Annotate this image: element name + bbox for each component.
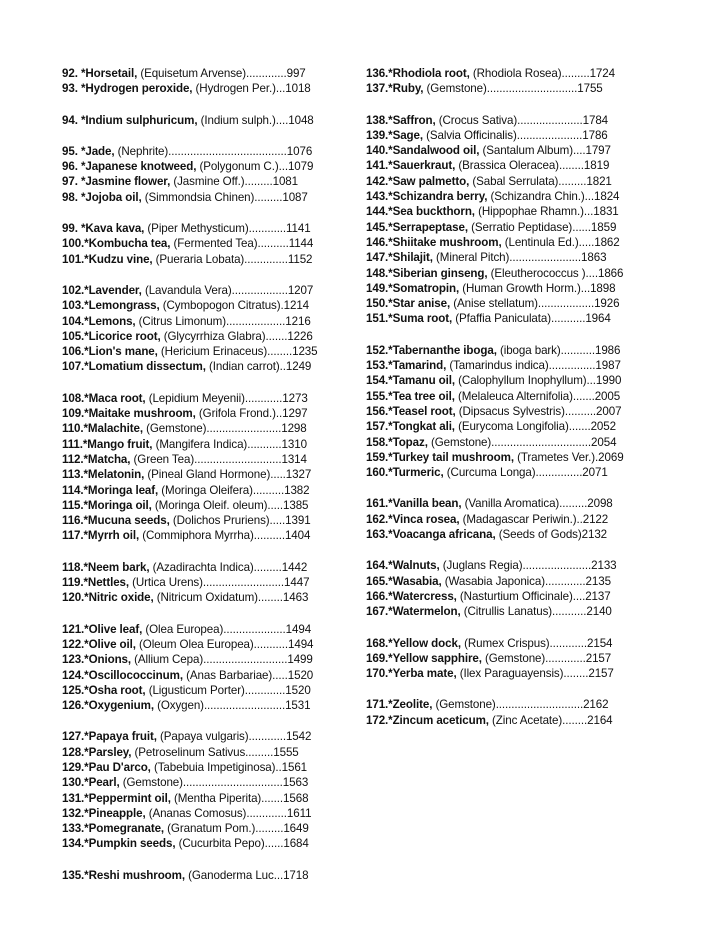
entry-name: 102.*Lavender, (62, 283, 145, 297)
entry-description: (Crocus Sativa).....................1784 (438, 113, 609, 127)
entry-name: 127.*Papaya fruit, (62, 730, 160, 744)
entry-description: (Gemstone)........................1298 (146, 422, 307, 436)
list-item (366, 250, 666, 265)
entry-description: (Nasturtium Officinale)....2137 (459, 589, 611, 603)
entry-name: 150.*Star anise, (366, 297, 454, 311)
list-item (62, 359, 362, 374)
list-item (62, 81, 362, 96)
list-item (62, 637, 362, 652)
list-item (62, 622, 362, 637)
entry-name: 109.*Maitake mushroom, (62, 407, 199, 421)
list-item (62, 760, 362, 775)
list-item (62, 66, 362, 81)
entry-name: 95. *Jade, (62, 144, 118, 158)
entry-name: 116.*Mucuna seeds, (62, 514, 173, 528)
list-item (366, 296, 666, 311)
entry-description: (Salvia Officinalis).....................1786 (426, 128, 608, 142)
entry-name: 131.*Peppermint oil, (62, 791, 174, 805)
entry-name: 138.*Saffron, (366, 113, 439, 127)
entry-description: (Indium sulph.)....1048 (200, 113, 314, 127)
list-item (62, 391, 362, 406)
entry-description: (Human Growth Horm.)...1898 (462, 281, 616, 295)
entry-name: 163.*Voacanga africana, (366, 528, 499, 542)
entry-description: (Oxygen)..........................1531 (157, 699, 311, 713)
entry-name: 117.*Myrrh oil, (62, 529, 143, 543)
list-item (62, 314, 362, 329)
entry-name: 106.*Lion's mane, (62, 345, 161, 359)
list-item (62, 483, 362, 498)
entry-name: 152.*Tabernanthe iboga, (366, 343, 500, 357)
entry-description: (Ananas Comosus).............1611 (148, 806, 312, 820)
entry-description: (Equisetum Arvense).............997 (140, 67, 306, 80)
entry-description: (Dipsacus Sylvestris)..........2007 (458, 404, 622, 418)
entry-description: (Green Tea)............................1314 (133, 452, 307, 466)
entry-description: (Rhodiola Rosea).........1724 (472, 67, 615, 80)
entry-name: 110.*Malachite, (62, 422, 147, 436)
entry-name: 167.*Watermelon, (366, 605, 464, 619)
entry-group (366, 697, 666, 728)
entry-name: 144.*Sea buckthorn, (366, 205, 479, 219)
entry-description: (Wasabia Japonica).............2135 (444, 574, 611, 588)
entry-group (62, 144, 362, 205)
entry-description: (Serratio Peptidase)......1859 (471, 220, 617, 234)
entry-description: (Dolichos Pruriens).....1391 (172, 514, 311, 528)
list-item (366, 113, 666, 128)
list-item (366, 235, 666, 250)
list-item (62, 437, 362, 452)
entry-name: 125.*Osha root, (62, 683, 149, 697)
entry-name: 107.*Lomatium dissectum, (62, 360, 209, 374)
list-item (62, 528, 362, 543)
entry-name: 120.*Nitric oxide, (62, 591, 157, 605)
entry-description: (Anise stellatum)..................1926 (453, 297, 620, 311)
entry-name: 113.*Melatonin, (62, 468, 148, 482)
list-item (62, 421, 362, 436)
entry-description: (Hippophae Rhamn.)...1831 (478, 205, 619, 219)
left-column (62, 66, 362, 899)
list-item (366, 266, 666, 281)
entry-name: 99. *Kava kava, (62, 222, 148, 236)
list-item (366, 158, 666, 173)
entry-name: 134.*Pumpkin seeds, (62, 837, 179, 851)
entry-name: 161.*Vanilla bean, (366, 497, 465, 511)
entry-description: (Rumex Crispus)............2154 (464, 636, 613, 650)
entry-name: 165.*Wasabia, (366, 574, 445, 588)
entry-name: 121.*Olive leaf, (62, 622, 146, 636)
entry-description: (Eurycoma Longifolia).......2052 (458, 420, 616, 434)
entry-description: (Ligusticum Porter).............1520 (148, 683, 311, 697)
entry-name: 166.*Watercress, (366, 589, 460, 603)
list-item (62, 683, 362, 698)
entry-name: 115.*Moringa oil, (62, 498, 155, 512)
list-item (62, 144, 362, 159)
entry-name: 168.*Yellow dock, (366, 636, 465, 650)
entry-description: (Citrus Limonum)...................1216 (138, 314, 311, 328)
list-item (366, 527, 666, 542)
list-item (366, 496, 666, 511)
list-item (366, 465, 666, 480)
entry-name: 101.*Kudzu vine, (62, 252, 156, 266)
entry-name: 133.*Pomegranate, (62, 822, 168, 836)
list-item (366, 311, 666, 326)
list-item (366, 81, 666, 96)
entry-name: 135.*Reshi mushroom, (62, 868, 189, 882)
entry-name: 136.*Rhodiola root, (366, 67, 473, 80)
list-item (62, 467, 362, 482)
list-item (366, 66, 666, 81)
entry-description: (Calophyllum Inophyllum)...1990 (458, 374, 622, 388)
entry-description: (Gemstone)................................1563 (122, 776, 309, 790)
list-item (366, 204, 666, 219)
entry-name: 123.*Onions, (62, 653, 135, 667)
entry-description: (Simmondsia Chinen).........1087 (144, 190, 308, 204)
entry-group (366, 558, 666, 619)
entry-name: 126.*Oxygenium, (62, 699, 158, 713)
entry-name: 94. *Indium sulphuricum, (62, 113, 201, 127)
entry-description: (Nitricum Oxidatum)........1463 (156, 591, 309, 605)
entry-name: 122.*Olive oil, (62, 637, 140, 651)
list-item (62, 590, 362, 605)
entry-description: (Nephrite)......................................1076 (117, 144, 313, 158)
entry-description: (Moringa Oleif. oleum).....1385 (154, 498, 309, 512)
entry-name: 119.*Nettles, (62, 576, 133, 590)
entry-name: 108.*Maca root, (62, 391, 149, 405)
entry-description: (Petroselinum Sativus.........1555 (134, 745, 299, 759)
entry-name: 158.*Topaz, (366, 435, 431, 449)
entry-description: (Trametes Ver.).2069 (517, 450, 624, 464)
entry-description: (Pueraria Lobata)..............1152 (155, 252, 313, 266)
list-item (366, 373, 666, 388)
entry-description: (Santalum Album)....1797 (482, 144, 611, 158)
entry-group (366, 343, 666, 481)
right-column (366, 66, 666, 744)
entry-description: (Madagascar Periwin.)..2122 (462, 512, 609, 526)
entry-name: 159.*Turkey tail mushroom, (366, 450, 518, 464)
list-item (62, 729, 362, 744)
entry-description: (Zinc Acetate)........2164 (492, 713, 613, 727)
entry-description: (Lavandula Vera)..................1207 (144, 283, 314, 297)
list-item (62, 190, 362, 205)
entry-description: (Juglans Regia)......................2133 (442, 559, 617, 573)
entry-description: (Seeds of Gods)2132 (498, 528, 608, 542)
list-item (366, 604, 666, 619)
entry-description: (Gemstone).............2157 (484, 651, 612, 665)
list-item (366, 666, 666, 681)
entry-name: 112.*Matcha, (62, 452, 134, 466)
entry-description: (Schizandra Chin.)...1824 (490, 190, 620, 204)
entry-name: 100.*Kombucha tea, (62, 237, 174, 251)
entry-description: (Olea Europea)....................1494 (145, 622, 312, 636)
list-item (366, 281, 666, 296)
entry-group (366, 636, 666, 682)
list-item (366, 512, 666, 527)
list-item (366, 404, 666, 419)
list-item (366, 450, 666, 465)
entry-description: (Gemstone)................................2054 (430, 435, 617, 449)
entry-group (62, 622, 362, 714)
entry-description: (Moringa Oleifera)..........1382 (161, 483, 310, 497)
entry-description: (Pineal Gland Hormone).....1327 (147, 468, 312, 482)
list-item (62, 775, 362, 790)
entry-group (366, 113, 666, 327)
list-item (366, 574, 666, 589)
entry-description: (Brassica Oleracea)........1819 (458, 159, 610, 173)
list-item (366, 189, 666, 204)
entry-name: 137.*Ruby, (366, 82, 427, 96)
entry-description: (Azadirachta Indica).........1442 (152, 560, 308, 574)
entry-description: (Curcuma Longa)...............2071 (446, 466, 608, 480)
entry-description: (Lentinula Ed.).....1862 (504, 235, 620, 249)
list-item (62, 745, 362, 760)
entry-name: 139.*Sage, (366, 128, 427, 142)
list-item (366, 435, 666, 450)
entry-description: (Gemstone).............................1755 (426, 82, 603, 96)
entry-name: 169.*Yellow sapphire, (366, 651, 485, 665)
entry-name: 151.*Suma root, (366, 312, 456, 326)
entry-description: (Piper Methysticum)............1141 (147, 222, 311, 236)
entry-group (366, 66, 666, 97)
list-item (62, 236, 362, 251)
list-item (62, 836, 362, 851)
entry-name: 157.*Tongkat ali, (366, 420, 459, 434)
list-item (62, 406, 362, 421)
entry-description: (Urtica Urens)..........................1447 (132, 576, 310, 590)
entry-group (62, 283, 362, 375)
list-item (62, 652, 362, 667)
entry-description: (Mentha Piperita).......1568 (173, 791, 309, 805)
entry-name: 105.*Licorice root, (62, 329, 164, 343)
list-item (62, 513, 362, 528)
entry-name: 111.*Mango fruit, (62, 437, 156, 451)
list-item (62, 698, 362, 713)
entry-group (62, 560, 362, 606)
entry-description: (Pfaffia Paniculata)...........1964 (455, 312, 611, 326)
list-item (366, 419, 666, 434)
list-item (62, 298, 362, 313)
entry-name: 104.*Lemons, (62, 314, 139, 328)
entry-description: (Hericium Erinaceus)........1235 (160, 345, 318, 359)
entry-name: 142.*Saw palmetto, (366, 174, 473, 188)
entry-description: (Gemstone)............................2162 (435, 698, 609, 712)
entry-description: (iboga bark)...........1986 (499, 343, 621, 357)
list-item (366, 697, 666, 712)
entry-name: 93. *Hydrogen peroxide, (62, 82, 196, 96)
list-item (62, 329, 362, 344)
entry-description: (Mangifera Indica)...........1310 (155, 437, 307, 451)
entry-description: (Citrullis Lanatus)...........2140 (463, 605, 612, 619)
list-item (62, 868, 362, 883)
entry-name: 145.*Serrapeptase, (366, 220, 472, 234)
entry-name: 97. *Jasmine flower, (62, 175, 174, 189)
list-item (62, 575, 362, 590)
entry-name: 143.*Schizandra berry, (366, 190, 491, 204)
list-item (62, 498, 362, 513)
entry-description: (Lepidium Meyenii)............1273 (148, 391, 308, 405)
list-item (62, 806, 362, 821)
entry-name: 155.*Tea tree oil, (366, 389, 458, 403)
list-item (366, 558, 666, 573)
entry-name: 92. *Horsetail, (62, 67, 141, 80)
list-item (366, 636, 666, 651)
list-item (62, 221, 362, 236)
entry-name: 140.*Sandalwood oil, (366, 144, 483, 158)
list-item (366, 389, 666, 404)
list-item (366, 128, 666, 143)
entry-description: (Cucurbita Pepo)......1684 (178, 837, 309, 851)
list-item (62, 821, 362, 836)
list-item (366, 220, 666, 235)
entry-description: (Commiphora Myrrha)..........1404 (142, 529, 311, 543)
entry-group (62, 868, 362, 883)
entry-group (366, 496, 666, 542)
entry-description: (Ilex Paraguayensis)........2157 (459, 667, 614, 681)
list-item (62, 560, 362, 575)
entry-description: (Vanilla Aromatica).........2098 (464, 497, 613, 511)
entry-description: (Glycyrrhiza Glabra).......1226 (163, 329, 313, 343)
entry-description: (Mineral Pitch).......................1863 (436, 251, 607, 265)
entry-name: 129.*Pau D'arco, (62, 760, 154, 774)
list-item (62, 791, 362, 806)
entry-description: (Cymbopogon Citratus).1214 (162, 299, 310, 313)
entry-name: 118.*Neem bark, (62, 560, 153, 574)
entry-description: (Tamarindus indica)...............1987 (449, 359, 621, 373)
entry-description: (Sabal Serrulata).........1821 (472, 174, 612, 188)
list-item (62, 159, 362, 174)
list-item (366, 651, 666, 666)
entry-name: 130.*Pearl, (62, 776, 123, 790)
list-item (62, 344, 362, 359)
entry-name: 170.*Yerba mate, (366, 667, 460, 681)
entry-name: 148.*Siberian ginseng, (366, 266, 491, 280)
entry-description: (Grifola Frond.)..1297 (198, 407, 308, 421)
entry-group (62, 113, 362, 128)
entry-group (62, 221, 362, 267)
entry-name: 154.*Tamanu oil, (366, 374, 459, 388)
list-item (62, 668, 362, 683)
list-item (366, 343, 666, 358)
entry-description: (Fermented Tea)..........1144 (173, 237, 314, 251)
entry-description: (Papaya vulgaris)............1542 (159, 730, 312, 744)
entry-description: (Hydrogen Per.)...1018 (195, 82, 311, 96)
list-item (366, 174, 666, 189)
entry-name: 103.*Lemongrass, (62, 299, 163, 313)
list-item (366, 713, 666, 728)
entry-name: 114.*Moringa leaf, (62, 483, 162, 497)
entry-name: 164.*Walnuts, (366, 559, 443, 573)
entry-name: 146.*Shiitake mushroom, (366, 235, 505, 249)
list-item (366, 143, 666, 158)
list-item (62, 283, 362, 298)
entry-name: 172.*Zincum aceticum, (366, 713, 493, 727)
entry-name: 171.*Zeolite, (366, 698, 436, 712)
entry-group (62, 66, 362, 97)
entry-name: 128.*Parsley, (62, 745, 135, 759)
entry-description: (Ganoderma Luc...1718 (188, 868, 309, 882)
entry-name: 141.*Sauerkraut, (366, 159, 459, 173)
list-item (366, 589, 666, 604)
entry-name: 132.*Pineapple, (62, 806, 149, 820)
list-item (62, 252, 362, 267)
entry-description: (Eleutherococcus )....1866 (490, 266, 624, 280)
entry-group (62, 729, 362, 851)
entry-name: 153.*Tamarind, (366, 359, 450, 373)
entry-name: 98. *Jojoba oil, (62, 190, 145, 204)
entry-name: 162.*Vinca rosea, (366, 512, 463, 526)
entry-name: 149.*Somatropin, (366, 281, 463, 295)
entry-description: (Indian carrot)..1249 (208, 360, 312, 374)
list-item (62, 174, 362, 189)
list-item (62, 113, 362, 128)
entry-name: 124.*Oscillococcinum, (62, 668, 187, 682)
entry-name: 160.*Turmeric, (366, 466, 447, 480)
entry-description: (Allium Cepa)...........................1499 (134, 653, 313, 667)
entry-description: (Tabebuia Impetiginosa)..1561 (153, 760, 308, 774)
entry-description: (Melaleuca Alternifolia).......2005 (457, 389, 621, 403)
entry-description: (Granatum Pom.).........1649 (167, 822, 309, 836)
entry-name: 156.*Teasel root, (366, 404, 459, 418)
entry-name: 96. *Japanese knotweed, (62, 160, 200, 174)
list-item (62, 452, 362, 467)
entry-description: (Anas Barbariae).....1520 (186, 668, 314, 682)
list-item (366, 358, 666, 373)
entry-description: (Oleum Olea Europea)...........1494 (139, 637, 314, 651)
entry-description: (Polygonum C.)...1079 (199, 160, 314, 174)
entry-group (62, 391, 362, 544)
entry-name: 147.*Shilajit, (366, 251, 437, 265)
entry-description: (Jasmine Off.).........1081 (173, 175, 298, 189)
